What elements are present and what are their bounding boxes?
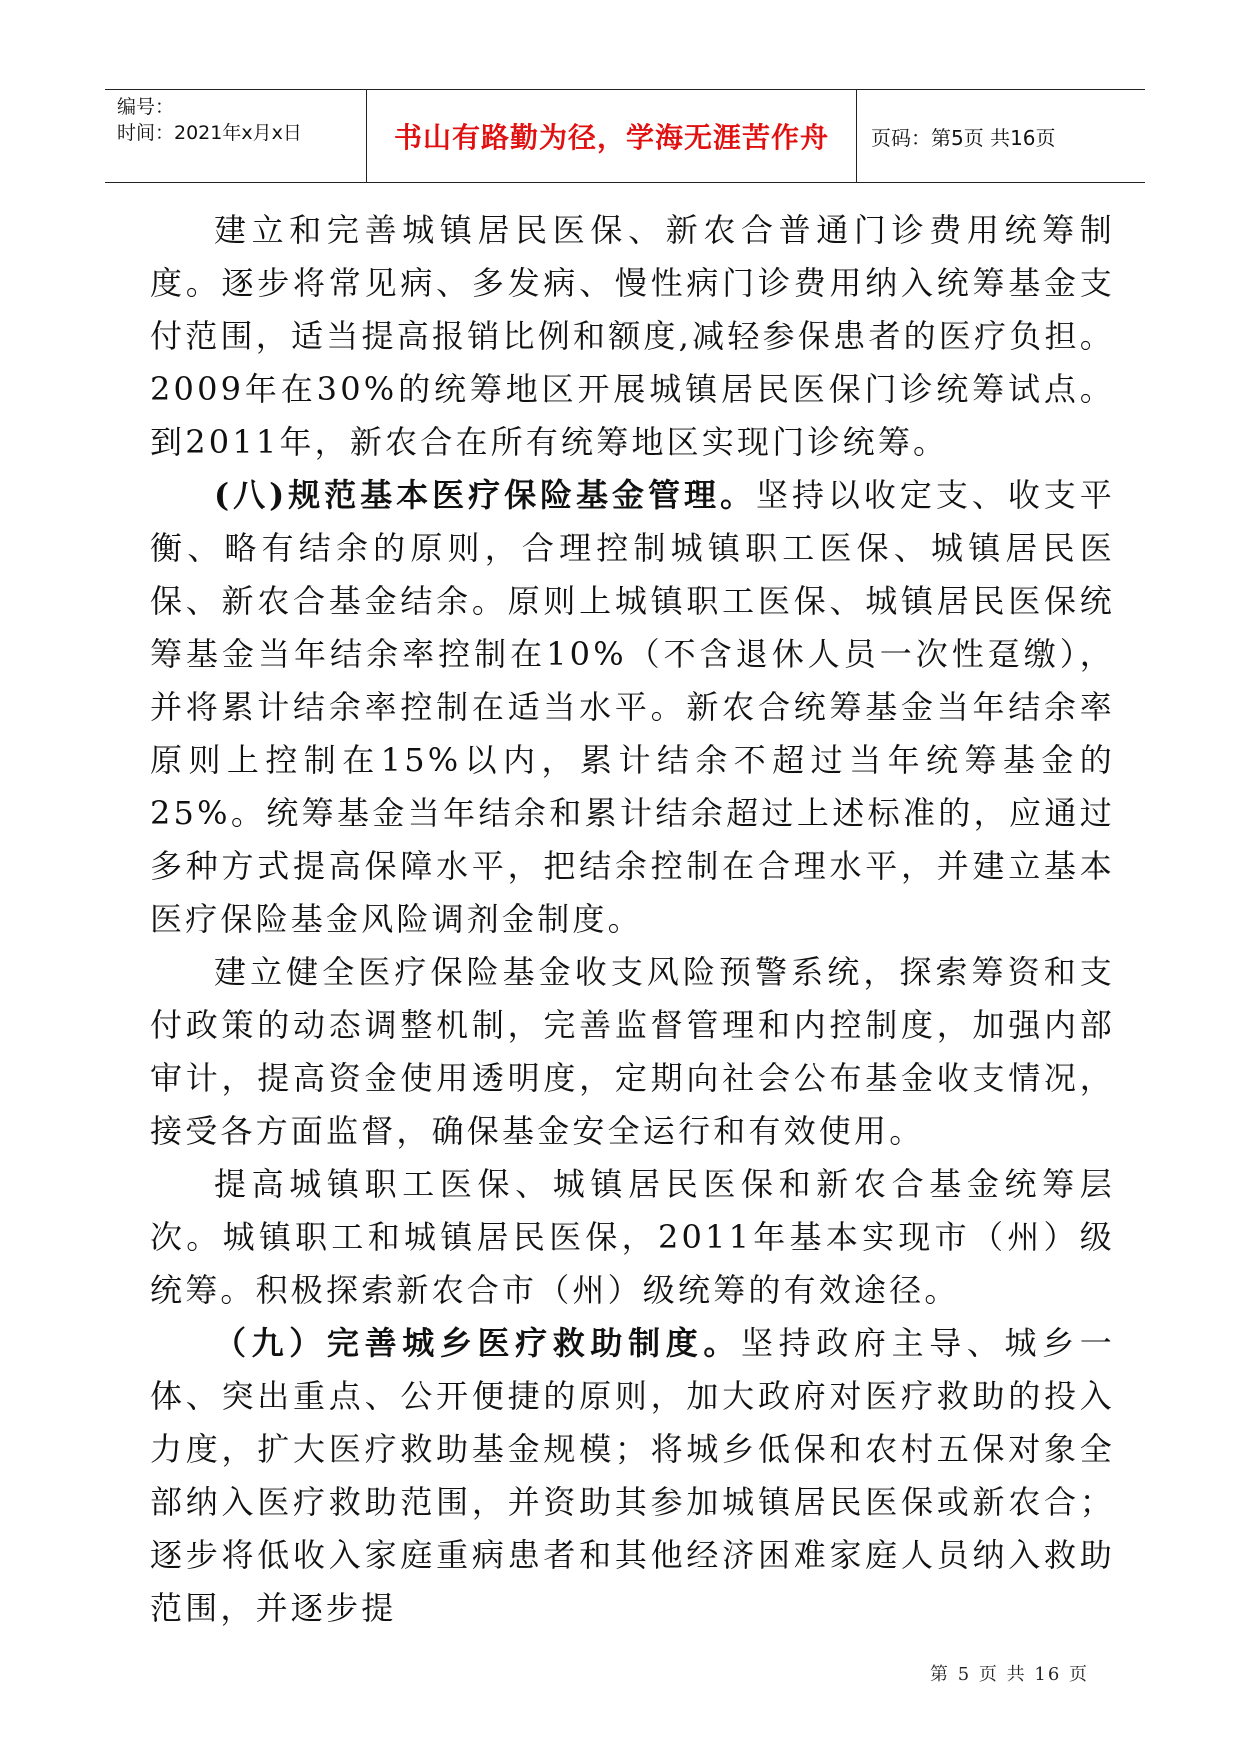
paragraph xyxy=(150,946,1115,1158)
paragraph-text: 坚持以收定支、收支平衡、略有结余的原则，合理控制城镇职工医保、城镇居民医保、新农合基金结余。原则上城镇职工医保、城镇居民医保统筹基金当年结余率控制在10%（不含退休人员一次性趸缴），并将累计结余率控制在适当水平。新农合统筹基金当年结余率原则上控制在15%以内，累计结余不超过当年统筹基金的25%。统筹基金当年结余和累计结余超过上述标准的，应通过多种方式提高保障水平，把结余控制在合理水平，并建立基本医疗保险基金风险调剂金制度。 xyxy=(150,476,1115,938)
paragraph xyxy=(150,469,1115,946)
document-body xyxy=(150,204,1115,1635)
time-label: 时间：2021年x月x日 xyxy=(117,122,302,144)
paragraph-text: 提高城镇职工医保、城镇居民医保和新农合基金统筹层次。城镇职工和城镇居民医保，2011年基本实现市（州）级统筹。积极探索新农合市（州）级统筹的有效途径。 xyxy=(150,1165,1115,1309)
number-label: 编号： xyxy=(117,96,175,118)
paragraph xyxy=(150,1158,1115,1317)
page-footer: 第 5 页 共 16 页 xyxy=(930,1664,1089,1685)
paragraph-text: 建立健全医疗保险基金收支风险预警系统，探索筹资和支付政策的动态调整机制，完善监督管理和内控制度，加强内部审计，提高资金使用透明度，定期向社会公布基金收支情况，接受各方面监督，确保基金安全运行和有效使用。 xyxy=(150,953,1115,1150)
paragraph-heading: (八)规范基本医疗保险基金管理。 xyxy=(214,476,756,514)
paragraph xyxy=(150,1317,1115,1635)
header-motto: 书山有路勤为径，学海无涯苦作舟 xyxy=(367,90,857,182)
paragraph-text: 坚持政府主导、城乡一体、突出重点、公开便捷的原则，加大政府对医疗救助的投入力度，扩大医疗救助基金规模；将城乡低保和农村五保对象全部纳入医疗救助范围，并资助其参加城镇居民医保或新农合；逐步将低收入家庭重病患者和其他经济困难家庭人员纳入救助范围，并逐步提 xyxy=(150,1324,1115,1627)
header-page-code: 页码：第5页 共16页 xyxy=(871,125,1056,150)
paragraph-heading: （九）完善城乡医疗救助制度。 xyxy=(214,1324,741,1362)
header-meta xyxy=(105,90,367,182)
page-header xyxy=(105,89,1145,183)
paragraph xyxy=(150,204,1115,469)
paragraph-text: 建立和完善城镇居民医保、新农合普通门诊费用统筹制度。逐步将常见病、多发病、慢性病门诊费用纳入统筹基金支付范围，适当提高报销比例和额度,减轻参保患者的医疗负担。2009年在30%的统筹地区开展城镇居民医保门诊统筹试点。到2011年，新农合在所有统筹地区实现门诊统筹。 xyxy=(150,211,1115,461)
